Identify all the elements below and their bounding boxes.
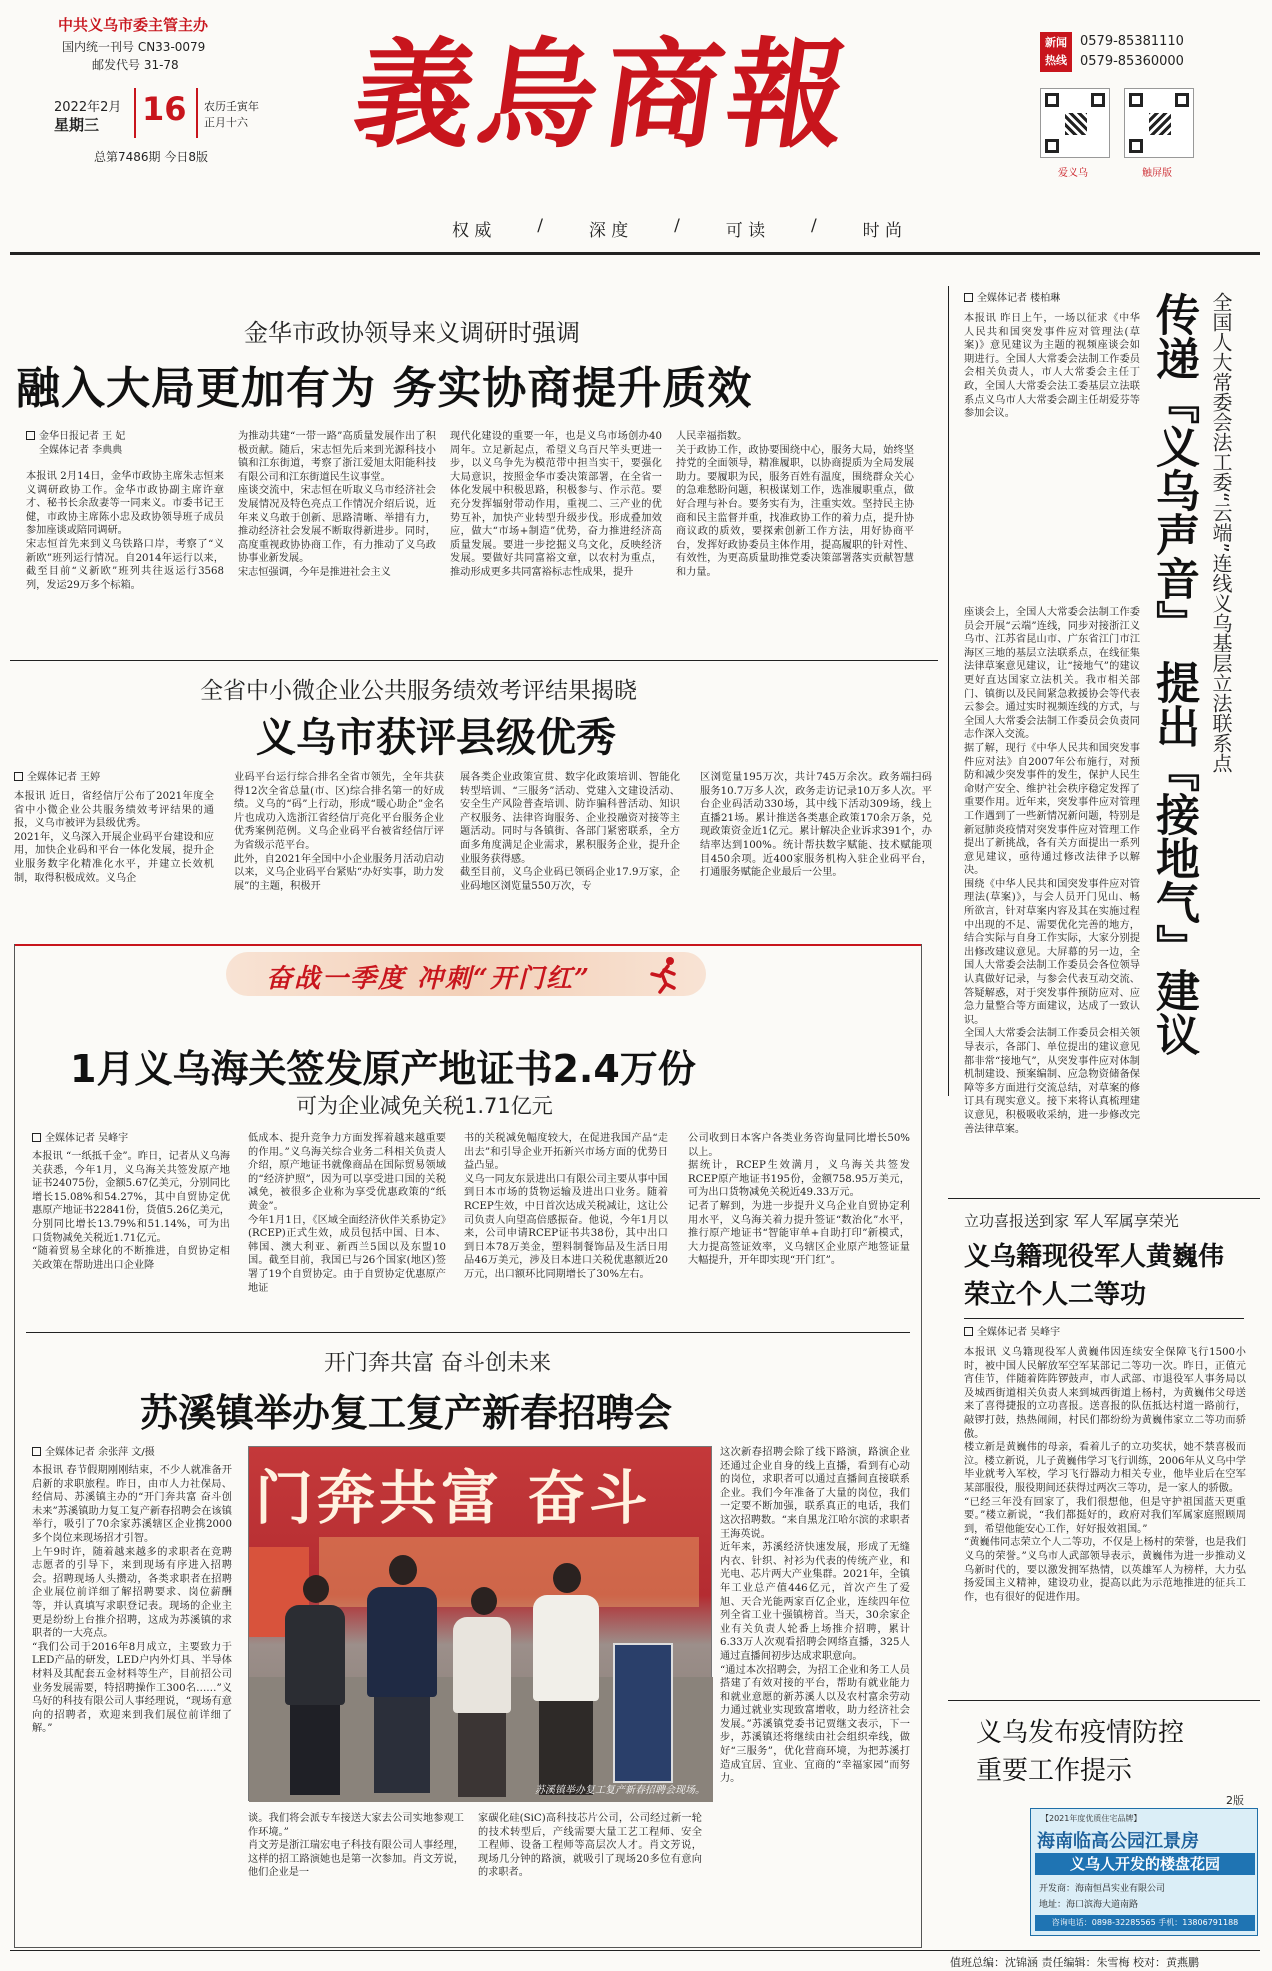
footer-editors: 值班总编：沈锦涵 责任编辑：朱雪梅 校对：黄燕鹏 bbox=[950, 1956, 1199, 1969]
photo-person-3 bbox=[453, 1587, 517, 1797]
lunar-day: 正月十六 bbox=[204, 116, 248, 129]
qr-label-2: 触屏版 bbox=[1142, 168, 1172, 179]
masthead-rule bbox=[10, 252, 1260, 255]
story4-headline: 苏溪镇举办复工复产新春招聘会 bbox=[140, 1391, 673, 1435]
story5-byline: 全媒体记者 吴峰宇 bbox=[964, 1326, 1060, 1340]
story2-col3: 展各类企业政策宣贯、数字化政策培训、智能化转型培训、“三服务”活动、党建入文建设活动、安全生产风险普查培训、防诈骗科普活动、知识产权服务、法律咨询服务、企业投融资对接等主题活动。同时与各镇街、各部门紧密联系，全方面多角度满足企业需求，累积服务企业，提升企业服务获得感。 截至目前，义乌企业码已领码企业17.9万家，企业码地区浏览量550万次，专 bbox=[460, 772, 680, 892]
hotline-badge: 新闻 热线 bbox=[1040, 32, 1072, 72]
ad-tag: 【2021年度优质住宅品牌】 bbox=[1041, 1814, 1142, 1823]
story2-byline: 全媒体记者 王婷 bbox=[14, 771, 100, 785]
phone-1: 0579-85381110 bbox=[1080, 34, 1184, 49]
story4-col2: 谈。我们将会派专车接送大家去公司实地参观工作环境。” 肖文芳是浙江瑞宏电子科技有限公司人事经理，这样的招工路演她也是第一次参加。肖文芳说，他们企业是一 bbox=[248, 1813, 464, 1879]
story3-byline: 全媒体记者 吴峰宇 bbox=[32, 1132, 128, 1146]
newspaper-title: 義烏商報 bbox=[346, 25, 862, 164]
photo-sign-text: 门奔共富 奋斗 bbox=[255, 1464, 652, 1532]
qr-label-1: 爱义乌 bbox=[1058, 168, 1088, 179]
sidebar-text-a: 本报讯 昨日上午，一场以征求《中华人民共和国突发事件应对管理法(草案)》意见建议为主题的视频座谈会如期进行。全国人大常委会法制工作委员会相关负责人，市人大常委会主任丁政，全国人大常委会法工委基层立法联系点义乌市人大常委会副主任胡爱芬等参加会议。 bbox=[964, 313, 1140, 420]
sidebar-headline-2: 提出『接地气』建议 bbox=[1148, 660, 1199, 1056]
ad-line3: 开发商：海南恒昌实业有限公司 bbox=[1039, 1884, 1166, 1894]
story3-subhead: 可为企业减免关税1.71亿元 bbox=[296, 1094, 553, 1118]
ad-line4: 地址：海口滨海大道南路 bbox=[1039, 1900, 1139, 1910]
story2-kicker: 全省中小微企业公共服务绩效考评结果揭晓 bbox=[200, 678, 637, 704]
photo-person-2 bbox=[367, 1555, 441, 1795]
issue-number: 总第7486期 今日8版 bbox=[94, 150, 208, 164]
story4-col3: 家碳化硅(SiC)高科技芯片公司，公司经过新一轮的技术转型后，产线需要大量工艺工程师、安全工程师、设备工程师等高层次人才。肖文芳说，现场几分钟的路演，就吸引了现场20多位有意向的求职者。 bbox=[478, 1813, 702, 1879]
qr-code-2[interactable] bbox=[1124, 88, 1194, 158]
sidebar-headline-1: 传递『义乌声音』 bbox=[1148, 292, 1199, 644]
story1-headline: 融入大局更加有为 务实协商提升质效 bbox=[16, 363, 753, 414]
story5-text: 本报讯 义乌籍现役军人黄巍伟因连续安全保障飞行1500小时，被中国人民解放军空军某部记二等功一次。昨日，正值元宵佳节，伴随着阵阵锣鼓声，市人武部、市退役军人事务局以及城西街道相关负责人来到城西街道上杨村，为黄巍伟父母送来了喜得捷报的立功喜报。送喜报的队伍抵达村道一路前行，敲锣打鼓，热热闹闹，村民们都纷纷为黄巍伟家立二等功而骄傲。 楼立新是黄巍伟的母亲，看着儿子的立功奖状，她不禁喜极而泣。楼立新说，儿子黄巍伟学习飞行训练，2006年从义乌中学毕业就考入军校，学习飞行器动力相关专业，他毕业后在空军某部服役，服役期间还获得过两次三等功，是一家人的骄傲。 “已经三年没有回家了，我们很想他，但是守护祖国蓝天更重要。”楼立新说，“我们都挺好的，政府对我们军属家庭照顾周到，希望他能安心工作，好好报效祖国。” “黄巍伟同志荣立个人二等功，不仅是上杨村的荣誉，也是我们义乌的荣誉。”义乌市人武部领导表示，黄巍伟为进一步推动义乌新时代的，要以激发拥军热情，以英雄军人为榜样，大力弘扬爱国主义精神，建设功业，提高以此为示范地推进的征兵工作，也有很好的促进作用。 bbox=[964, 1347, 1246, 1603]
slogan-2: 深 度 bbox=[588, 221, 629, 241]
story1-col4: 人民幸福指数。 关于政协工作，政协要围绕中心，服务大局，始终坚持党的全面领导，精准履职，以协商提质为全局发展助力。要履职为民，服务百姓有温度，围绕群众关心的急难愁盼问题，积极谋划工作，选准履职重点，做好合理与补台。要务实有为，注重实效。坚持民主协商和民主监督并重，找准政协工作的着力点，提升协商议政的质效，要探索创新工作方法，用好协商平台，发挥好政协委员主体作用，提高履职的针对性、有效性，为更高质量助推党委决策部署落实贡献智慧和力量。 bbox=[676, 431, 914, 578]
issn-line: 国内统一刊号 CN33-0079 bbox=[62, 40, 206, 54]
story4-col4: 这次新春招聘会除了线下路演，路演企业还通过企业自身的线上直播，看到有心动的岗位，求职者可以通过直播间直接联系企业。我们今年准备了大量的岗位，我们一定要不断加强，联系真正的电话，我们这次招聘数。“来自黑龙江哈尔滨的求职者王海英说。 近年来，苏溪经济快速发展，形成了无缝内衣、针织、衬衫为代表的传统产业，和光电、芯片两大产业集群。2021年，全镇年工业总产值446亿元，首次产生了爱旭、天合光能两家百亿企业，连续四年位列全省工业十强镇榜首。当天，30余家企业有关负责人轮番上场推介招聘，累计6.33万人次观看招聘会网络直播，325人通过直播间初步达成求职意向。 “通过本次招聘会，为招工企业和务工人员搭建了有效对接的平台，帮助有就业能力和就业意愿的新苏溪人以及农村富余劳动力通过就业实现致富增收，助力经济社会发展。”苏溪镇党委书记贾继文表示，下一步，苏溪镇还将继续由社会组织牵线，做好“三服务”，优化营商环境，为把苏溪打造成宜居、宜业、宜商的“幸福家园”而努力。 bbox=[720, 1447, 910, 1785]
story1-col1: 本报讯 2月14日，金华市政协主席朱志恒来义调研政协工作。金华市政协副主席许章才、秘书长余敌妻等一同来义。市委书记王健，市政协主席陈小忠及政协领导班子成员参加座谈或陪同调研。 宋志恒首先来到义乌铁路口岸，考察了“义新欧”班列运行情况。自2014年运行以来，截至目前“义新欧”班列共往返运行3568列，发运29万多个标箱。 bbox=[26, 471, 224, 591]
story6-headline-2: 重要工作提示 bbox=[976, 1756, 1133, 1786]
story2-col2: 业码平台运行综合排名全省市领先，全年共获得12次全省总量(市、区)综合排名第一的好成绩。义乌的“码”上行动，形成“暖心助企”金名片也成功入选浙江省经信厅亮化平台服务企业优秀案例范例。义乌企业码平台被省经信厅评为省级示范平台。 此外，自2021年全国中小企业服务月活动启动以来，义乌企业码平台紧贴“办好实事，助力发展”的主题，积极开 bbox=[234, 772, 444, 892]
story6-page-ref[interactable]: 2版 bbox=[1226, 1794, 1244, 1807]
qr-code-1[interactable] bbox=[1040, 88, 1110, 158]
ad-line2: 义乌人开发的楼盘花园 bbox=[1035, 1853, 1255, 1875]
story6-headline-1: 义乌发布疫情防控 bbox=[976, 1718, 1185, 1748]
job-fair-photo bbox=[248, 1446, 712, 1801]
story3-col2: 低成本、提升竞争力方面发挥着越来越重要的作用。”义乌海关综合业务二科相关负责人介绍，原产地证书就像商品在国际贸易领域的“经济护照”，因为可以享受进口国的关税减免，被很多企业称为享受优惠政策的“纸黄金”。 今年1月1日，《区域全面经济伙伴关系协定》(RCEP)正式生效，成员包括中国、日本、韩国、澳大利亚、新西兰5国以及东盟10国。截至目前，我国已与26个国家(地区)签署了19个自贸协定。由于自贸协定优惠原产地证 bbox=[248, 1133, 446, 1294]
story4-kicker: 开门奔共富 奋斗创未来 bbox=[324, 1351, 551, 1376]
story1-kicker: 金华市政协领导来义调研时强调 bbox=[244, 319, 580, 347]
story1-col3: 现代化建设的重要一年，也是义乌市场创办40周年。立足新起点，希望义乌百尺竿头更进一步，以义乌争先为模范带中担当实干，要强化大局意识，按照金华市委决策部署，在全省一体化发展中积极思路，积极参与、作示范。要充分发挥辐射带动作用，重视二、三产业的优势互补，加快产业转型升级步伐。形成叠加效应，做大“市场+制造”优势，奋力推进经济高质量发展。要进一步挖掘义乌文化，反映经济发展。要做好共同富裕文章，以农村为重点，推动形成更多共同富裕标志性成果，提升 bbox=[450, 431, 662, 578]
story5-headline-1: 义乌籍现役军人黄巍伟 bbox=[964, 1242, 1225, 1272]
phone-2: 0579-85360000 bbox=[1080, 54, 1184, 69]
lunar-year: 农历壬寅年 bbox=[204, 100, 259, 113]
story2-headline: 义乌市获评县级优秀 bbox=[256, 715, 616, 761]
slogan-3: 可 读 bbox=[725, 221, 766, 241]
sidebar-kicker: 全国人大常委会法工委“云端”连线义乌基层立法联系点 bbox=[1209, 292, 1233, 773]
slogan: 权 威 / 深 度 / 可 读 / 时 尚 bbox=[452, 216, 902, 241]
story1-col2: 为推动共建“一带一路”高质量发展作出了积极贡献。随后，宋志恒先后来到光源科技小镇和江东街道，考察了浙江爱旭太阳能科技有限公司和江东街道民生议事堂。 座谈交流中，宋志恒在听取义乌市经济社会发展情况及特色亮点工作情况介绍后说，近年来义乌敢于创新、思路清晰、举措有力，推动经济社会发展不断取得新进步。同时，高度重视政协协商工作，有力推动了义乌政协事业新发展。 宋志恒强调，今年是推进社会主义 bbox=[238, 431, 436, 578]
ad-line5: 咨询电话：0898-32285565 手机：13806791188 bbox=[1035, 1915, 1255, 1931]
story4-col1: 本报讯 春节假期刚刚结束，不少人就准备开启新的求职旅程。昨日，由市人力社保局、经信局、苏溪镇主办的“开门奔共富 奋斗创未来”苏溪镇助力复工复产新春招聘会在该镇举行，吸引了70余家苏溪辖区企业携2000多个岗位来现场招才引智。 上午9时许，随着越来越多的求职者在竞聘志愿者的引导下，来到现场有序进入招聘会。招聘现场人头攒动，各类求职者在招聘企业展位前详细了解招聘要求、岗位薪酬等，并认真填写求职登记表。现场的企业主更是纷纷上台推介招聘，这成为苏溪镇的求职者的一大亮点。 “我们公司于2016年8月成立，主要致力于LED产品的研发，LED户内外灯具、半导体材料及其配套五金材料等生产，目前招公司业务发展需要，特招聘操作工300名……”义乌好的科技有限公司人事经理说，“现场有意向的招聘者，欢迎来到我们展位前详细了解。” bbox=[32, 1465, 232, 1735]
ad-line1: 海南临高公园江景房 bbox=[1037, 1831, 1199, 1852]
photo-person-1 bbox=[285, 1575, 349, 1795]
sidebar-byline: 全媒体记者 楼柏琳 bbox=[964, 292, 1060, 306]
weekday: 星期三 bbox=[54, 116, 100, 134]
photo-caption: 苏溪镇举办复工复产新春招聘会现场。 bbox=[535, 1785, 705, 1796]
sponsor-line: 中共义乌市委主管主办 bbox=[58, 16, 209, 34]
sidebar-text-b: 座谈会上，全国人大常委会法制工作委员会开展“云端”连线，同步对接浙江义乌市、江苏省昆山市、广东省江门市江海区三地的基层立法联系点，在线征集法律草案意见建议，让“接地气”的建议更好直达国家立法机关。我市相关部门、镇街以及民间紧急救援协会等代表云参会。通过实时视频连线的方式，与全国人大常委会法制工作委员会负责同志作深入交流。 据了解，现行《中华人民共和国突发事件应对法》自2007年公布施行，对预防和减少突发事件的发生，保护人民生命财产安全、维护社会秩序稳定发挥了重要作用。近年来，突发事件应对管理工作遇到了一些新情况新问题，特别是新冠肺炎疫情对突发事件应对管理工作提出了新挑战，各有关方面提出一系列意见建议，亟待通过修改法律予以解决。 围绕《中华人民共和国突发事件应对管理法(草案)》，与会人员开门见山、畅所欲言，针对草案内容及其在实施过程中出现的不足、需要优化完善的地方，结合实际与自身工作实际，大家分别提出修改建议意见。大屏幕的另一边，全国人大常委会法制工作委员会各位领导认真做好记录，与参会代表互动交流、答疑解惑，对于突发事件预防应对、应急力量整合等方面建议，达成了一致认识。 全国人大常委会法制工作委员会相关领导表示，各部门、单位提出的建议意见都非常“接地气”，从突发事件应对体制机制建设、预案编制、应急物资储备保障等多方面进行交流总结，对草案的修订具有现实意义。接下来将认真梳理建议意见，积极吸收采纳，进一步修改完善法律草案。 bbox=[964, 607, 1140, 1135]
story4-byline: 全媒体记者 余张萍 文/摄 bbox=[32, 1446, 155, 1460]
story3-col1: 本报讯 “一纸抵千金”。昨日，记者从义乌海关获悉，今年1月，义乌海关共签发原产地证书24075份，金额5.67亿美元，分别同比增长15.08%和54.27%，其中自贸协定优惠原产地证书22841份，货值5.26亿美元，分别同比增长13.79%和51.14%，可为出口货物减免关税近1.71亿元。 “随着贸易全球化的不断推进，自贸协定相关政策在帮助进出口企业降 bbox=[32, 1151, 230, 1271]
slogan-4: 时 尚 bbox=[862, 221, 902, 241]
story5-headline-2: 荣立个人二等功 bbox=[964, 1280, 1147, 1310]
story2-col4: 区浏览量195万次，共计745万余次。政务端扫码服务10.7万多人次，政务走访记录10万多人次。平台企业码活动330场，其中线下活动309场，线上直播21场。累计推送各类惠企政策170余万条，兑现政策资金近1亿元。累计解决企业诉求391个，办结率达到100%。统计帮扶数字赋能、技术赋能项目450余项。近400家服务机构入驻企业码平台，打通服务赋能企业最后一公里。 bbox=[700, 772, 932, 879]
postal-line: 邮发代号 31-78 bbox=[92, 58, 179, 72]
day-number: 16 bbox=[142, 90, 187, 128]
story5-kicker: 立功喜报送到家 军人军属享荣光 bbox=[964, 1212, 1179, 1230]
story3-col4: 公司收到日本客户各类业务咨询量同比增长50%以上。 据统计，RCEP生效满月，义乌海关共签发RCEP原产地证书195份，金额758.95万美元，可为出口货物减免关税近49.33万元。 记者了解到，为进一步提升义乌企业自贸协定利用水平，义乌海关着力提升签证“数治化”水平，推行原产地证书“智能审单+自助打印”新模式，大力提高签证效率，义乌辖区企业原产地签证量大幅提升，开年即实现“开门红”。 bbox=[688, 1133, 910, 1267]
story1-byline: 金华日报记者 王 妃 全媒体记者 李典典 bbox=[26, 430, 125, 458]
story2-col1: 本报讯 近日，省经信厅公布了2021年度全省中小微企业公共服务绩效考评结果的通报，义乌市被评为县级优秀。 2021年，义乌深入开展企业码平台建设和应用，加快企业码和平台一体化发展，提升企业服务数字化精准化水平，并建立长效机制，取得积极成效。义乌企 bbox=[14, 791, 214, 884]
story3-col3: 书的关税减免幅度较大，在促进我国产品“走出去”和引导企业开拓新兴市场方面的优势日益凸显。 义乌一同友东景进出口有限公司主要从事中国到日本市场的货物运输及进出口业务。随着RCEP生效，中日首次达成关税减让，这让公司负责人向望高倍感振奋。他说，今年1月以来，公司申请RCEP证书共38份，其中出口到日本78万美金，塑料制餐饰品及生活日用品46万美元，涉及日本进口关税优惠额近20万元，出口额环比同期增长了30%左右。 bbox=[464, 1133, 668, 1280]
photo-person-4 bbox=[533, 1563, 603, 1797]
story3-headline: 1月义乌海关签发原产地证书2.4万份 bbox=[70, 1047, 696, 1091]
slogan-1: 权 威 bbox=[452, 221, 492, 241]
banner-text: 奋战一季度 冲刺“开门红” bbox=[266, 964, 591, 994]
date-line: 2022年2月 bbox=[54, 100, 122, 115]
real-estate-ad[interactable] bbox=[1030, 1808, 1258, 1936]
